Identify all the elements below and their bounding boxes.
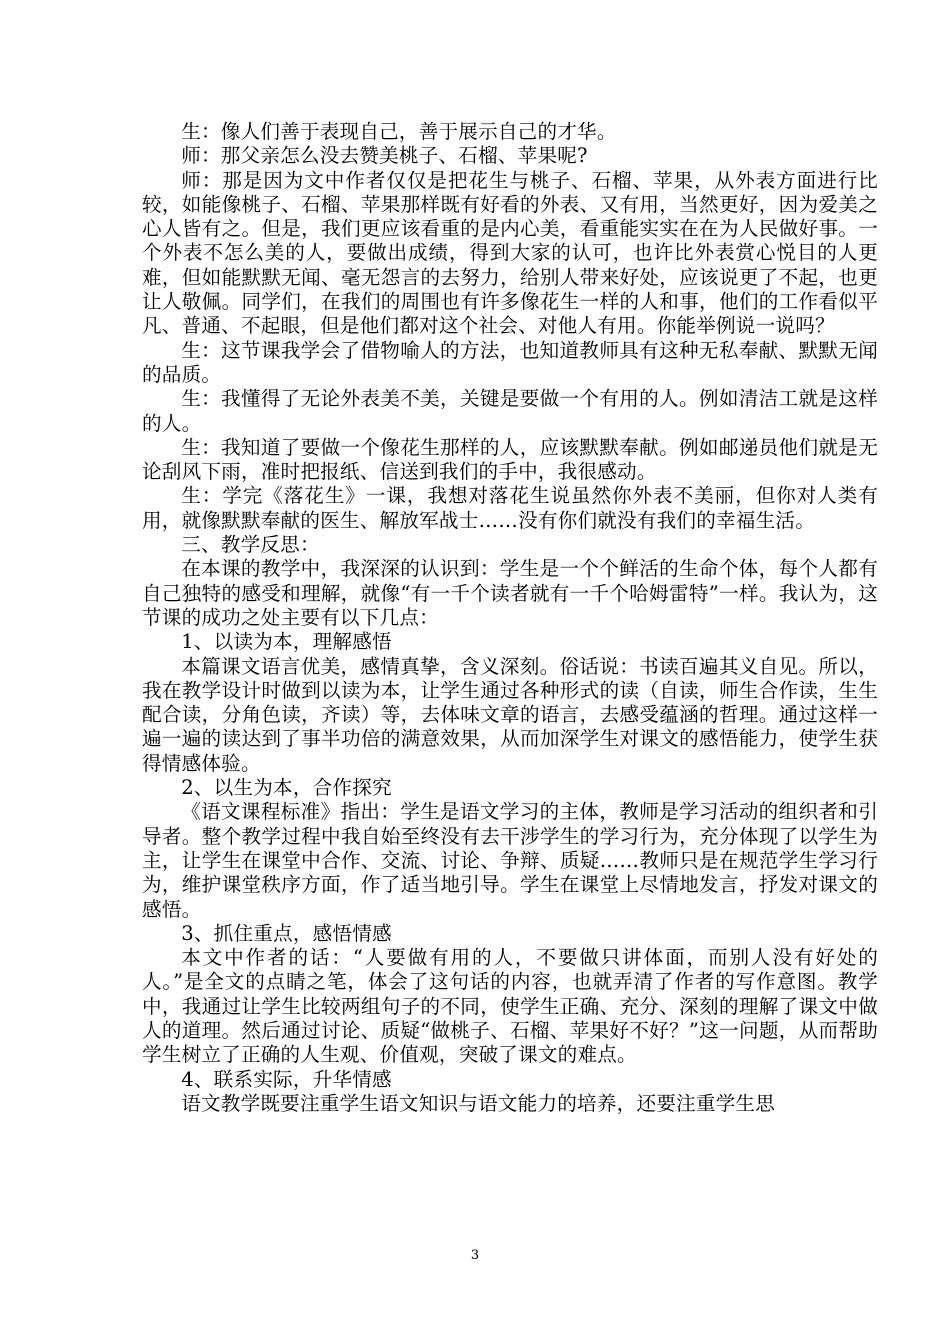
subheading-point-4: 4、联系实际，升华情感 [181,1067,392,1091]
body-text [142,120,878,1116]
subheading-point-2: 2、以生为本，合作探究 [181,776,392,800]
paragraph-student-2: 生：这节课我学会了借物喻人的方法，也知道教师具有这种无私奉献、默默无闻的品质。 [142,338,878,386]
paragraph-point-4: 语文教学既要注重学生语文知识与语文能力的培养，还要注重学生思 [181,1091,775,1115]
paragraph-point-2: 《语文课程标准》指出：学生是语文学习的主体，教师是学习活动的组织者和引导者。整个教学过程中我自始至终没有去干涉学生的学习行为，充分体现了以学生为主，让学生在课堂中合作、交流、讨论、争辩、质疑……教师只是在规范学生学习行为，维护课堂秩序方面，作了适当地引导。学生在课堂上尽情地发言，抒发对课文的感悟。 [142,800,878,921]
paragraph-student-5: 生：学完《落花生》一课，我想对落花生说虽然你外表不美丽，但你对人类有用，就像默默奉献的医生、解放军战士……没有你们就没有我们的幸福生活。 [142,484,878,532]
subheading-point-3: 3、抓住重点，感悟情感 [181,921,392,945]
paragraph-teacher-1: 师：那父亲怎么没去赞美桃子、石榴、苹果呢? [181,144,588,168]
paragraph-teacher-2: 师：那是因为文中作者仅仅是把花生与桃子、石榴、苹果，从外表方面进行比较，如能像桃子、石榴、苹果那样既有好看的外表、又有用，当然更好，因为爱美之心人皆有之。但是，我们更应该看重的是内心美，看重能实实在在为人民做好事。一个外表不怎么美的人，要做出成绩，得到大家的认可，也许比外表赏心悦目的人更难，但如能默默无闻、毫无怨言的去努力，给别人带来好处，应该说更了不起，也更让人敬佩。同学们，在我们的周围也有许多像花生一样的人和事，他们的工作看似平凡、普通、不起眼，但是他们都对这个社会、对他人有用。你能举例说一说吗？ [142,168,878,338]
section-heading-reflection: 三、教学反思： [181,533,320,557]
paragraph-student-1: 生：像人们善于表现自己，善于展示自己的才华。 [181,120,617,143]
page-number: 3 [470,1248,480,1263]
subheading-point-1: 1、以读为本，理解感悟 [181,630,392,654]
paragraph-point-1: 本篇课文语言优美，感情真挚，含义深刻。俗话说：书读百遍其义自见。所以，我在教学设计时做到以读为本，让学生通过各种形式的读（自读，师生合作读，生生配合读，分角色读，齐读）等，去体味文章的语言，去感受蕴涵的哲理。通过这样一遍一遍的读达到了事半功倍的满意效果，从而加深学生对课文的感悟能力，使学生获得情感体验。 [142,654,878,775]
paragraph-student-4: 生：我知道了要做一个像花生那样的人，应该默默奉献。例如邮递员他们就是无论刮风下雨，准时把报纸、信送到我们的手中，我很感动。 [142,435,878,484]
paragraph-student-3: 生：我懂得了无论外表美不美，关键是要做一个有用的人。例如清洁工就是这样的人。 [142,387,878,435]
paragraph-point-3: 本文中作者的话：“人要做有用的人，不要做只讲体面，而别人没有好处的人。”是全文的点睛之笔，体会了这句话的内容，也就弄清了作者的写作意图。教学中，我通过让学生比较两组句子的不同，使学生正确、充分、深刻的理解了课文中做人的道理。然后通过讨论、质疑“做桃子、石榴、苹果好不好？”这一问题，从而帮助学生树立了正确的人生观、价值观，突破了课文的难点。 [142,946,878,1067]
paragraph-reflection-intro: 在本课的教学中，我深深的认识到：学生是一个个鲜活的生命个体，每个人都有自己独特的感受和理解，就像“有一千个读者就有一千个哈姆雷特”一样。我认为，这节课的成功之处主要有以下几点： [142,557,878,629]
